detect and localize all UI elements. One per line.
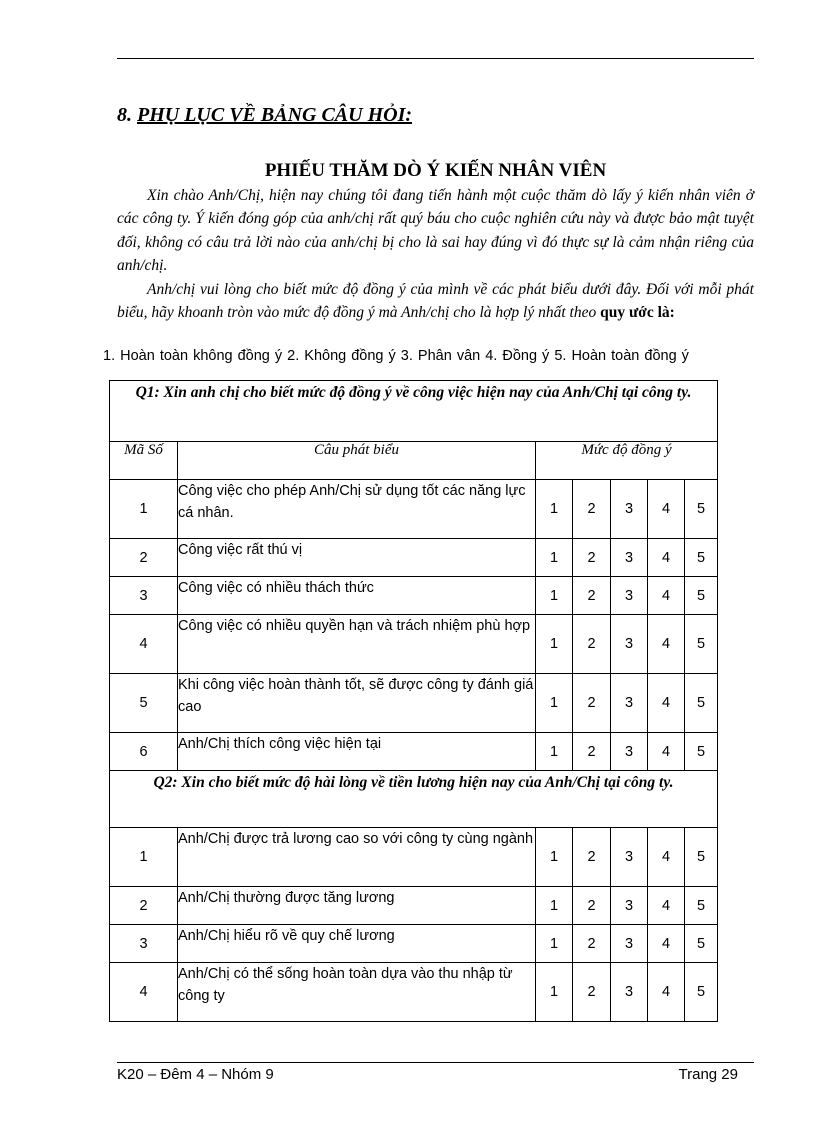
- rating-option-3[interactable]: 3: [611, 615, 648, 674]
- q1-header-row: [110, 381, 718, 442]
- header-rule: [117, 58, 754, 59]
- section-title: PHỤ LỤC VỀ BẢNG CÂU HỎI:: [137, 104, 413, 126]
- section-heading: [117, 104, 412, 127]
- instruction-text: Anh/chị vui lòng cho biết mức độ đồng ý của mình về các phát biểu dưới đây. Đối với mỗi phát biểu, hãy khoanh tròn vào mức độ đồng ý mà Anh/chị cho là hợp lý nhất theo: [117, 281, 754, 322]
- form-title: PHIẾU THĂM DÒ Ý KIẾN NHÂN VIÊN: [264, 160, 607, 181]
- rating-option-3[interactable]: 3: [611, 539, 648, 577]
- table-row: [110, 828, 718, 887]
- rating-option-3[interactable]: 3: [611, 925, 648, 963]
- item-code: 2: [110, 539, 178, 577]
- column-header-row: [110, 442, 718, 480]
- table-row: [110, 963, 718, 1022]
- rating-option-1[interactable]: 1: [536, 577, 573, 615]
- intro-paragraph: Xin chào Anh/Chị, hiện nay chúng tôi đang tiến hành một cuộc thăm dò lấy ý kiến nhân viên ở các công ty. Ý kiến đóng góp của anh/chị rất quý báu cho cuộc nghiên cứu này và được bảo mật tuyệt đối, không có câu trả lời nào của anh/chị bị cho là sai hay đúng vì đó thực sự là cảm nhận riêng của anh/chị.: [117, 187, 754, 274]
- rating-option-1[interactable]: 1: [536, 828, 573, 887]
- table-row: [110, 887, 718, 925]
- item-statement: Khi công việc hoàn thành tốt, sẽ được công ty đánh giá cao: [178, 674, 536, 733]
- column-header-level: Mức độ đồng ý: [536, 442, 718, 480]
- table-row: [110, 733, 718, 771]
- rating-option-2[interactable]: 2: [573, 925, 611, 963]
- item-statement: Anh/Chị thường được tăng lương: [178, 887, 536, 925]
- rating-option-3[interactable]: 3: [611, 577, 648, 615]
- rating-option-4[interactable]: 4: [648, 480, 685, 539]
- rating-option-5[interactable]: 5: [685, 733, 718, 771]
- table-row: [110, 539, 718, 577]
- item-code: 4: [110, 615, 178, 674]
- scale-legend: 1. Hoàn toàn không đồng ý 2. Không đồng ý 3. Phân vân 4. Đồng ý 5. Hoàn toàn đồng ý: [103, 348, 689, 364]
- rating-option-4[interactable]: 4: [648, 539, 685, 577]
- rating-option-1[interactable]: 1: [536, 674, 573, 733]
- convention-label: quy ước là:: [600, 304, 675, 322]
- q2-header-row: [110, 771, 718, 828]
- footer-group-label: K20 – Đêm 4 – Nhóm 9: [117, 1066, 274, 1083]
- section-number: 8.: [117, 104, 132, 126]
- rating-option-4[interactable]: 4: [648, 674, 685, 733]
- rating-option-4[interactable]: 4: [648, 733, 685, 771]
- rating-option-2[interactable]: 2: [573, 733, 611, 771]
- item-code: 4: [110, 963, 178, 1022]
- rating-option-1[interactable]: 1: [536, 887, 573, 925]
- footer-rule: [117, 1062, 754, 1063]
- table-row: [110, 615, 718, 674]
- rating-option-5[interactable]: 5: [685, 963, 718, 1022]
- rating-option-2[interactable]: 2: [573, 887, 611, 925]
- rating-option-2[interactable]: 2: [573, 963, 611, 1022]
- rating-option-5[interactable]: 5: [685, 480, 718, 539]
- q2-question-title: Q2: Xin cho biết mức độ hài lòng về tiền lương hiện nay của Anh/Chị tại công ty.: [110, 771, 718, 828]
- item-statement: Công việc có nhiều thách thức: [178, 577, 536, 615]
- rating-option-5[interactable]: 5: [685, 674, 718, 733]
- item-code: 6: [110, 733, 178, 771]
- item-code: 1: [110, 480, 178, 539]
- column-header-statement: Câu phát biểu: [178, 442, 536, 480]
- rating-option-4[interactable]: 4: [648, 615, 685, 674]
- item-statement: Anh/Chị thích công việc hiện tại: [178, 733, 536, 771]
- rating-option-4[interactable]: 4: [648, 963, 685, 1022]
- footer-page-number: Trang 29: [678, 1066, 738, 1083]
- item-statement: Anh/Chị có thể sống hoàn toàn dựa vào thu nhập từ công ty: [178, 963, 536, 1022]
- item-statement: Công việc rất thú vị: [178, 539, 536, 577]
- rating-option-3[interactable]: 3: [611, 480, 648, 539]
- rating-option-3[interactable]: 3: [611, 828, 648, 887]
- rating-option-5[interactable]: 5: [685, 539, 718, 577]
- rating-option-1[interactable]: 1: [536, 480, 573, 539]
- rating-option-3[interactable]: 3: [611, 674, 648, 733]
- rating-option-2[interactable]: 2: [573, 674, 611, 733]
- item-statement: Công việc cho phép Anh/Chị sử dụng tốt các năng lực cá nhân.: [178, 480, 536, 539]
- item-code: 3: [110, 925, 178, 963]
- rating-option-4[interactable]: 4: [648, 577, 685, 615]
- rating-option-5[interactable]: 5: [685, 577, 718, 615]
- rating-option-2[interactable]: 2: [573, 577, 611, 615]
- table-row: [110, 925, 718, 963]
- table-row: [110, 480, 718, 539]
- rating-option-1[interactable]: 1: [536, 733, 573, 771]
- rating-option-1[interactable]: 1: [536, 925, 573, 963]
- item-code: 2: [110, 887, 178, 925]
- item-code: 5: [110, 674, 178, 733]
- rating-option-2[interactable]: 2: [573, 615, 611, 674]
- rating-option-2[interactable]: 2: [573, 828, 611, 887]
- item-code: 1: [110, 828, 178, 887]
- item-statement: Anh/Chị được trả lương cao so với công ty cùng ngành: [178, 828, 536, 887]
- rating-option-3[interactable]: 3: [611, 733, 648, 771]
- column-header-code: Mã Số: [110, 442, 178, 480]
- table-row: [110, 674, 718, 733]
- rating-option-2[interactable]: 2: [573, 539, 611, 577]
- survey-table-body: [110, 381, 718, 1022]
- rating-option-1[interactable]: 1: [536, 963, 573, 1022]
- q1-question-title: Q1: Xin anh chị cho biết mức độ đồng ý về công việc hiện nay của Anh/Chị tại công ty.: [110, 381, 718, 442]
- item-code: 3: [110, 577, 178, 615]
- rating-option-4[interactable]: 4: [648, 925, 685, 963]
- table-row: [110, 577, 718, 615]
- rating-option-5[interactable]: 5: [685, 828, 718, 887]
- item-statement: Công việc có nhiều quyền hạn và trách nhiệm phù hợp: [178, 615, 536, 674]
- rating-option-1[interactable]: 1: [536, 539, 573, 577]
- rating-option-4[interactable]: 4: [648, 828, 685, 887]
- rating-option-5[interactable]: 5: [685, 925, 718, 963]
- rating-option-1[interactable]: 1: [536, 615, 573, 674]
- rating-option-3[interactable]: 3: [611, 887, 648, 925]
- rating-option-5[interactable]: 5: [685, 887, 718, 925]
- instruction-paragraph: [117, 278, 754, 325]
- survey-table: [109, 380, 718, 1022]
- rating-option-5[interactable]: 5: [685, 615, 718, 674]
- rating-option-3[interactable]: 3: [611, 963, 648, 1022]
- rating-option-2[interactable]: 2: [573, 480, 611, 539]
- rating-option-4[interactable]: 4: [648, 887, 685, 925]
- item-statement: Anh/Chị hiểu rõ về quy chế lương: [178, 925, 536, 963]
